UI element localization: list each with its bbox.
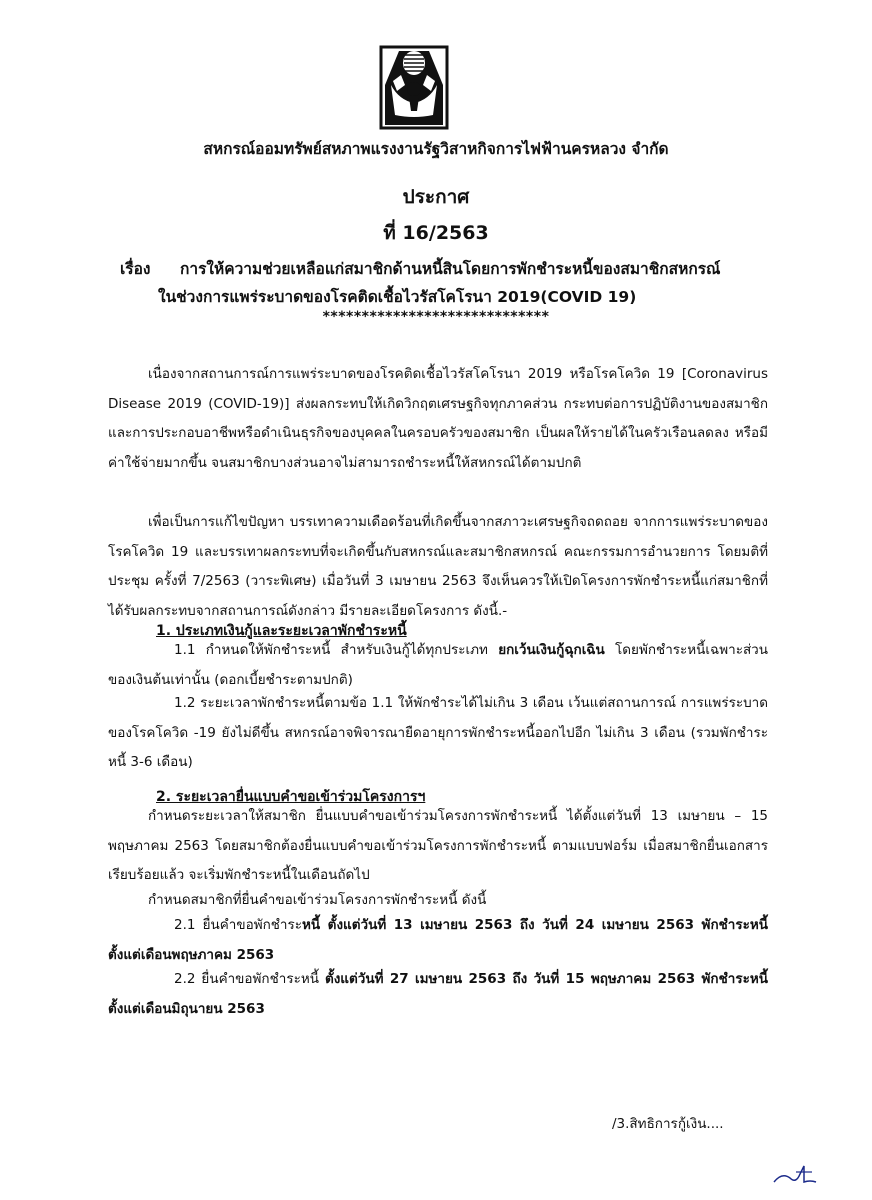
subject-line-2: ในช่วงการแพร่ระบาดของโรคติดเชื้อไวรัสโคโรนา 2019(COVID 19) <box>158 288 637 306</box>
announcement-title: ประกาศ <box>402 186 470 208</box>
section-1-heading: 1. ประเภทเงินกู้และระยะเวลาพักชำระหนี้ <box>156 623 407 639</box>
subject-block <box>120 255 770 311</box>
section-1-item-1-emphasis: ยกเว้นเงินกู้ฉุกเฉิน <box>498 642 605 658</box>
intro-paragraph-2: เพื่อเป็นการแก้ไขปัญหา บรรเทาความเดือดร้อนที่เกิดขึ้นจากสภาวะเศรษฐกิจถดถอย จากการแพร่ระบาดของโรคโควิด 19 และบรรเทาผลกระทบที่จะเกิดขึ้นกับสหกรณ์และสมาชิกสหกรณ์ คณะกรรมการอำนวยการ โดยมติที่ประชุม ครั้งที่ 7/2563 (วาระพิเศษ) เมื่อวันที่ 3 เมษายน 2563 จึงเห็นควรให้เปิดโครงการพักชำระหนี้แก่สมาชิกที่ได้รับผลกระทบจากสถานการณ์ดังกล่าว มีรายละเอียดโครงการ ดังนี้.- <box>108 514 768 619</box>
continuation-note: /3.สิทธิการกู้เงิน.... <box>612 1116 724 1132</box>
signature-mark-icon <box>770 1160 820 1188</box>
section-2-item-1-emphasis: หนี้ ตั้งแต่วันที่ 13 เมษายน 2563 ถึง วันที่ 24 เมษายน 2563 พักชำระหนี้ตั้งแต่เดือนพฤษภาคม 2563 <box>108 917 768 963</box>
section-1-item-1-text-c: โดยพักชำระหนี้เฉพาะส่วน ของเงินต้นเท่านั้น (ดอกเบี้ยชำระตามปกติ) <box>108 642 768 688</box>
section-1-item-1-text-a: 1.1 กำหนดให้พักชำระหนี้ สำหรับเงินกู้ได้ทุกประเภท <box>174 642 488 658</box>
star-divider: ***************************** <box>322 309 550 325</box>
intro-paragraph-1: เนื่องจากสถานการณ์การแพร่ระบาดของโรคติดเชื้อไวรัสโคโรนา 2019 หรือโรคโควิด 19 [Coronavirus Disease 2019 (COVID-19)] ส่งผลกระทบให้เกิดวิกฤตเศรษฐกิจทุกภาคส่วน กระทบต่อการปฏิบัติงานของสมาชิก และการประกอบอาชีพหรือดำเนินธุรกิจของบุคคลในครอบครัวของสมาชิก เป็นผลให้รายได้ในครัวเรือนลดลง หรือมีค่าใช้จ่ายมากขึ้น จนสมาชิกบางส่วนอาจไม่สามารถชำระหนี้ให้สหกรณ์ได้ตามปกติ <box>108 366 768 471</box>
section-2-item-2-text-a: 2.2 ยื่นคำขอพักชำระหนี้ <box>174 971 319 987</box>
organization-name: สหกรณ์ออมทรัพย์สหภาพแรงงานรัฐวิสาหกิจการไฟฟ้านครหลวง จำกัด <box>203 140 669 158</box>
section-2-heading: 2. ระยะเวลายื่นแบบคำขอเข้าร่วมโครงการฯ <box>156 789 426 805</box>
section-2-paragraph-2: กำหนดสมาชิกที่ยื่นคำขอเข้าร่วมโครงการพักชำระหนี้ ดังนี้ <box>148 892 487 908</box>
section-2-item-2 <box>108 965 768 1024</box>
announcement-number: ที่ 16/2563 <box>383 222 489 244</box>
cooperative-logo-icon <box>379 45 449 130</box>
subject-line-1: การให้ความช่วยเหลือแก่สมาชิกด้านหนี้สินโดยการพักชำระหนี้ของสมาชิกสหกรณ์ <box>180 260 721 278</box>
section-2-item-2-emphasis: ตั้งแต่วันที่ 27 เมษายน 2563 ถึง วันที่ 15 พฤษภาคม 2563 พักชำระหนี้ตั้งแต่เดือนมิถุนายน 2563 <box>108 971 768 1017</box>
section-1-item-2: 1.2 ระยะเวลาพักชำระหนี้ตามข้อ 1.1 ให้พักชำระได้ไม่เกิน 3 เดือน เว้นแต่สถานการณ์ การแพร่ระบาดของโรคโควิด -19 ยังไม่ดีขึ้น สหกรณ์อาจพิจารณายืดอายุการพักชำระหนี้ออกไปอีก ไม่เกิน 3 เดือน (รวมพักชำระหนี้ 3-6 เดือน) <box>108 695 768 770</box>
subject-label: เรื่อง <box>120 260 151 278</box>
section-2-item-1 <box>108 911 768 970</box>
section-1-item-1 <box>108 636 768 695</box>
section-2-item-1-text-a: 2.1 ยื่นคำขอพักชำระ <box>174 917 303 933</box>
section-2-paragraph-1: กำหนดระยะเวลาให้สมาชิก ยื่นแบบคำขอเข้าร่วมโครงการพักชำระหนี้ ได้ตั้งแต่วันที่ 13 เมษายน – 15 พฤษภาคม 2563 โดยสมาชิกต้องยื่นแบบคำขอเข้าร่วมโครงการพักชำระหนี้ ตามแบบฟอร์ม เมื่อสมาชิกยื่นเอกสารเรียบร้อยแล้ว จะเริ่มพักชำระหนี้ในเดือนถัดไป <box>108 808 768 883</box>
